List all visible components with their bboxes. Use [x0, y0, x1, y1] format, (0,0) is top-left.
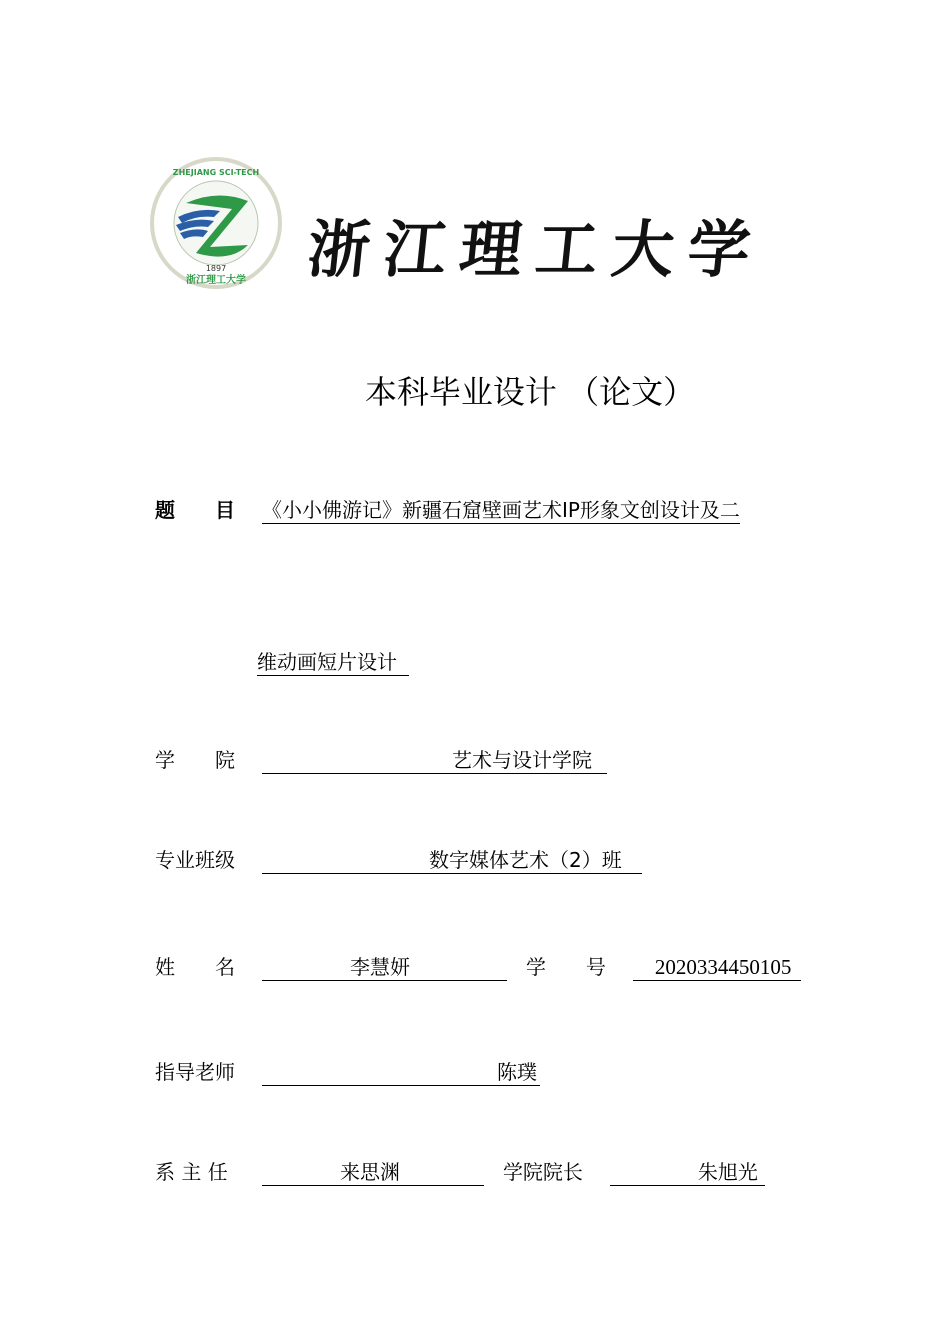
advisor-value: 陈璞	[496, 1060, 537, 1084]
title-label: 题 目	[155, 498, 235, 522]
university-seal-icon	[148, 155, 284, 291]
title-row	[155, 495, 740, 525]
student-id-label: 学 号	[525, 955, 606, 979]
university-logo	[148, 155, 768, 295]
heads-row	[155, 1157, 765, 1187]
title-row-2	[257, 647, 409, 677]
advisor-field	[262, 1059, 540, 1086]
dean-label: 学院院长	[502, 1160, 583, 1184]
college-field	[262, 747, 607, 774]
student-id-value: 2020334450105	[654, 955, 792, 979]
college-value: 艺术与设计学院	[451, 748, 592, 772]
name-field	[262, 954, 507, 981]
dept-head-label: 系 主 任	[155, 1160, 228, 1184]
name-label: 姓 名	[155, 955, 235, 979]
seal-year: 1897	[205, 264, 227, 273]
advisor-label: 指导老师	[155, 1060, 235, 1084]
class-row	[155, 845, 642, 875]
class-label: 专业班级	[155, 848, 235, 872]
dept-head-field	[262, 1159, 484, 1186]
name-row	[155, 952, 801, 982]
dean-field	[610, 1159, 765, 1186]
advisor-row	[155, 1057, 540, 1087]
title-value-line1: 《小小佛游记》新疆石窟壁画艺术IP形象文创设计及二	[261, 498, 740, 522]
page-title: 本科毕业设计 （论文）	[364, 373, 696, 411]
college-row	[155, 745, 607, 775]
class-field	[262, 847, 642, 874]
college-label: 学 院	[155, 748, 235, 772]
svg-text:ZHEJIANG SCI-TECH: ZHEJIANG SCI-TECH	[172, 168, 260, 177]
dept-head-value: 来思渊	[339, 1160, 400, 1184]
student-id-field	[633, 954, 801, 981]
name-value: 李慧妍	[349, 955, 410, 979]
class-value: 数字媒体艺术（2）班	[428, 848, 622, 872]
dean-value: 朱旭光	[697, 1160, 758, 1184]
svg-text:浙江理工大学: 浙江理工大学	[186, 275, 246, 286]
university-wordmark: 浙江理工大学	[304, 213, 768, 286]
title-value-line2: 维动画短片设计	[257, 649, 409, 676]
